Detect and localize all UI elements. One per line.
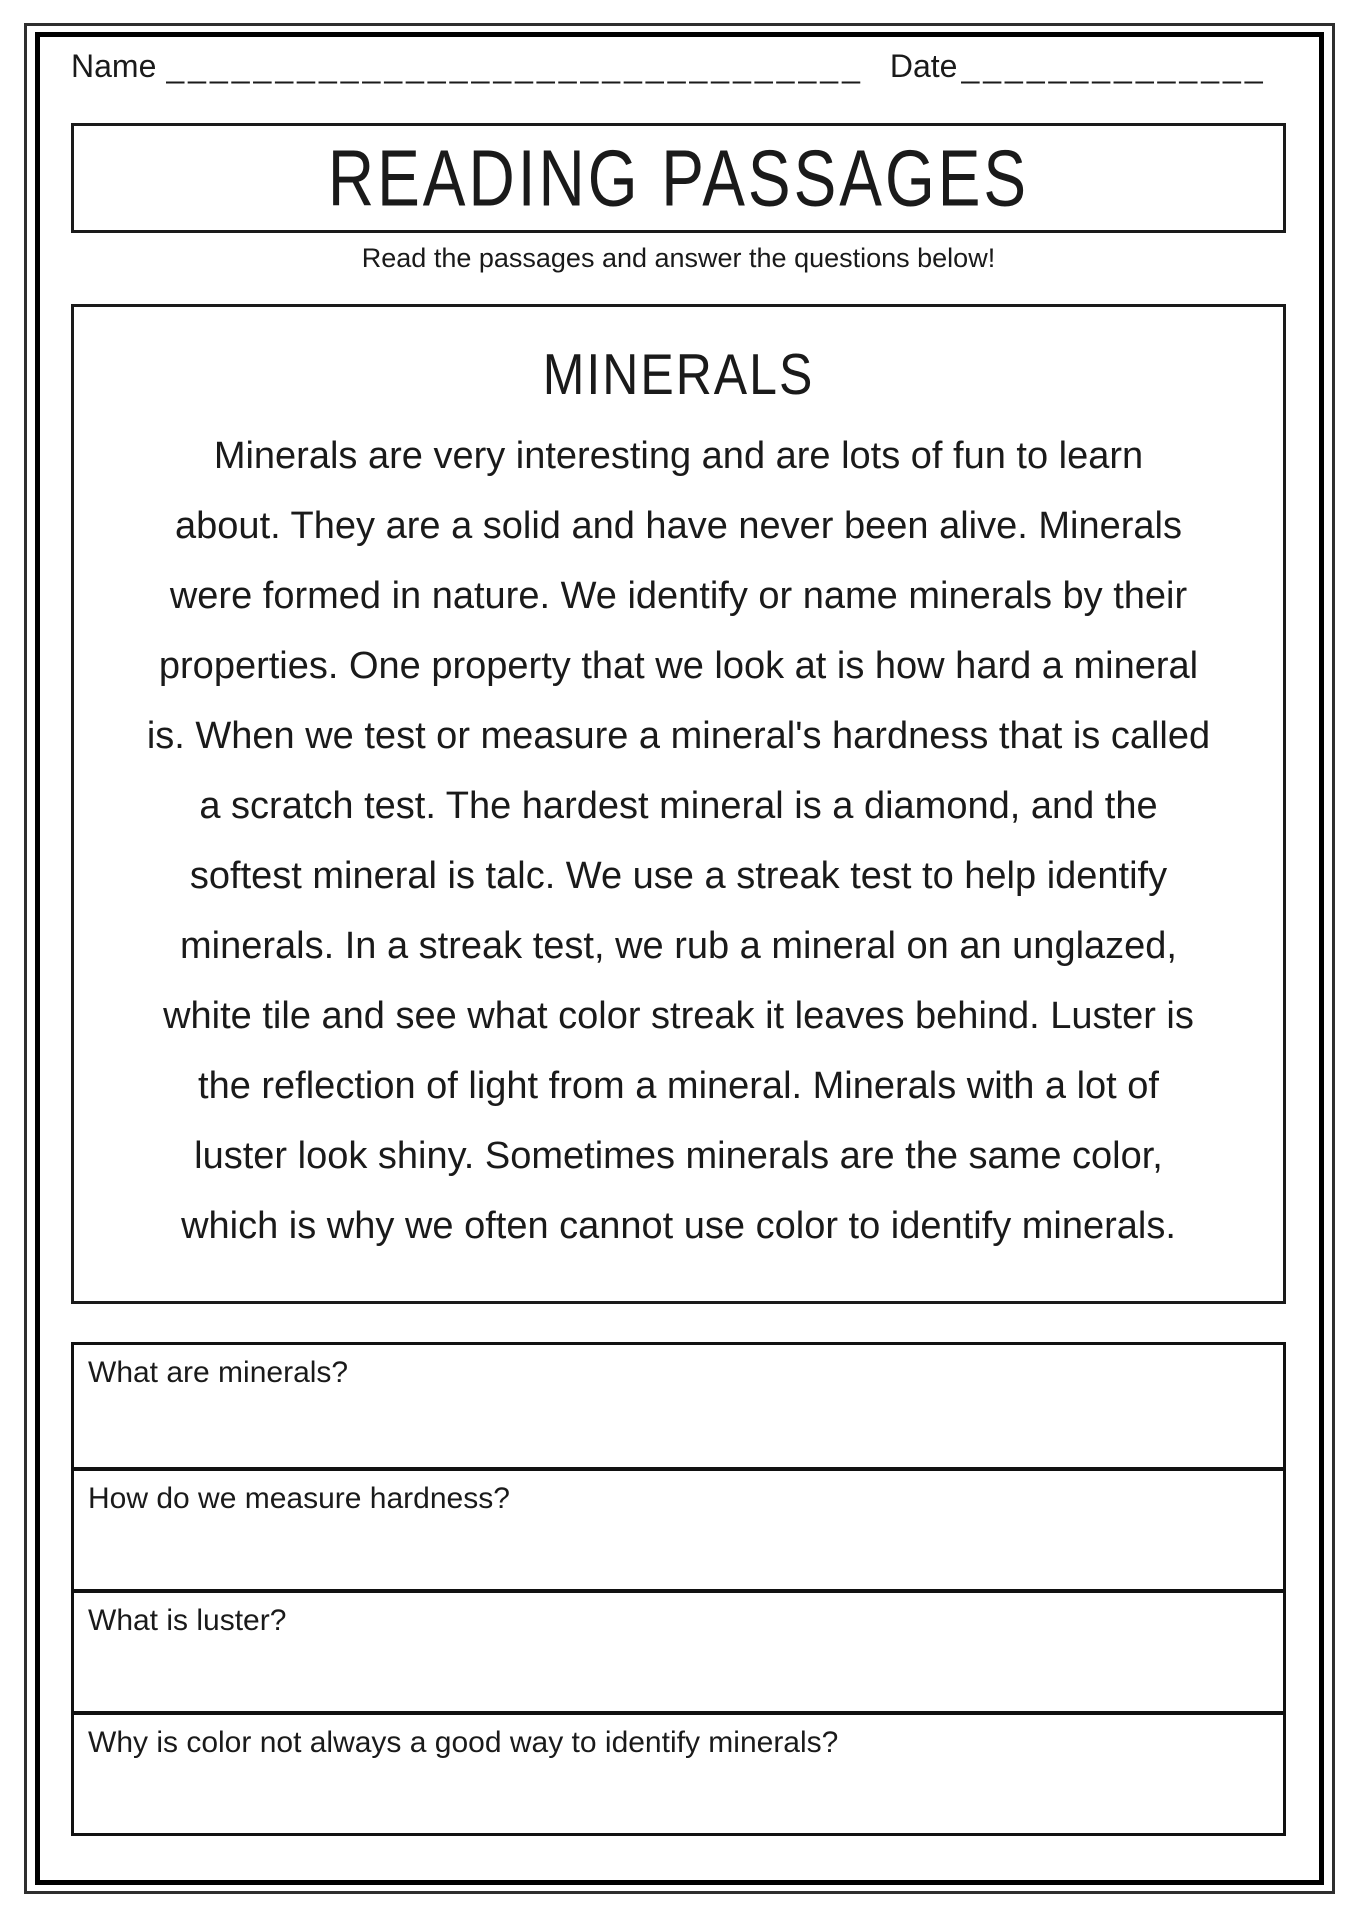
question-row (74, 1345, 1283, 1467)
passage-line: Minerals are very interesting and are lots of fun to learn (213, 435, 1144, 477)
passage-title: MINERALS (542, 342, 815, 407)
passage-line: a scratch test. The hardest mineral is a diamond, and the (199, 785, 1158, 827)
passage-line: is. When we test or measure a mineral's hardness that is called (146, 715, 1211, 757)
name-line: ________________________________ (166, 48, 864, 84)
question-text: How do we measure hardness? (88, 1482, 510, 1515)
question-row (74, 1467, 1283, 1589)
answer-space (74, 1393, 1283, 1467)
worksheet-title: READING PASSAGES (327, 133, 1030, 223)
passage-line: were formed in nature. We identify or name minerals by their (169, 575, 1188, 617)
date-label: Date (889, 48, 958, 84)
worksheet-title-box (71, 123, 1286, 233)
passage-line: luster look shiny. Sometimes minerals are the same color, (194, 1135, 1163, 1177)
passage-body (74, 421, 1283, 1261)
answer-space (74, 1763, 1283, 1833)
passage-line: which is why we often cannot use color to identify minerals. (181, 1205, 1176, 1247)
passage-line: the reflection of light from a mineral. Minerals with a lot of (198, 1065, 1159, 1107)
passage-line: properties. One property that we look at is how hard a mineral (158, 645, 1199, 687)
name-label: Name (71, 48, 157, 84)
question-row (74, 1711, 1283, 1833)
answer-space (74, 1519, 1283, 1589)
passage-box (71, 304, 1286, 1304)
instructions-text: Read the passages and answer the questions below! (361, 243, 996, 273)
passage-line: minerals. In a streak test, we rub a mineral on an unglazed, (180, 925, 1177, 967)
passage-line: softest mineral is talc. We use a streak test to help identify (189, 855, 1168, 897)
question-text: Why is color not always a good way to identify minerals? (88, 1726, 839, 1759)
date-line: ______________ (961, 48, 1267, 84)
question-text: What is luster? (88, 1604, 287, 1637)
questions-table (71, 1342, 1286, 1836)
passage-line: white tile and see what color streak it leaves behind. Luster is (163, 995, 1194, 1037)
question-text: What are minerals? (88, 1356, 349, 1389)
name-date-row (71, 48, 1286, 85)
passage-line: about. They are a solid and have never been alive. Minerals (175, 505, 1182, 547)
answer-space (74, 1641, 1283, 1711)
question-row (74, 1589, 1283, 1711)
